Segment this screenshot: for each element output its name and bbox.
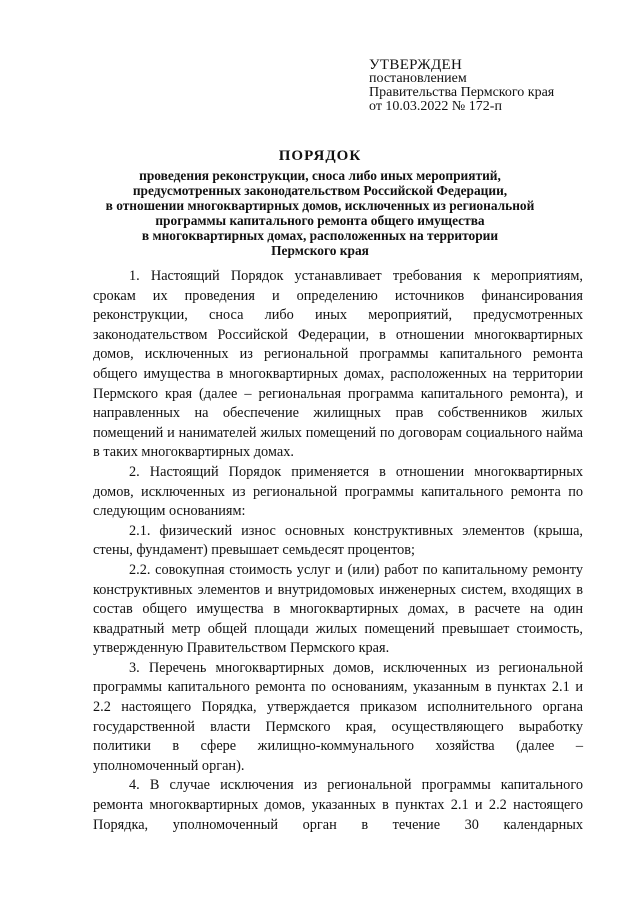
subtitle-line: Пермского края [271, 243, 369, 259]
subtitle-line: программы капитального ремонта общего имущества [155, 213, 485, 229]
paragraph-2-1: 2.1. физический износ основных конструктивных элементов (крыша, стены, фундамент) превышает семьдесят процентов; [93, 522, 583, 559]
approval-heading: УТВЕРЖДЕН [369, 57, 463, 73]
approval-line: постановлением [369, 71, 467, 86]
document-subtitle [70, 168, 570, 259]
subtitle-line: в отношении многоквартирных домов, исключенных из региональной [105, 198, 535, 214]
paragraph-4: 4. В случае исключения из региональной программы капитального ремонта многоквартирных домов, указанных в пунктах 2.1 и 2.2 настоящего Порядка, уполномоченный орган в течение 30 календарных [93, 777, 583, 833]
subtitle-line: проведения реконструкции, сноса либо иных мероприятий, [139, 168, 501, 183]
approval-stamp [369, 58, 554, 114]
paragraph-1: 1. Настоящий Порядок устанавливает требования к мероприятиям, срокам их проведения и определению источников финансирования реконструкции, сноса либо иных мероприятий, предусмотренных законодательством Российской Федерации, в отношении многоквартирных домов, исключенных из региональной программы капитального ремонта общего имущества в многоквартирных домах, расположенных на территории Пермского края (далее – региональная программа капитального ремонта), и направленных на обеспечение жилищных прав собственников жилых помещений и нанимателей жилых помещений по договорам социального найма в таких многоквартирных домах. [93, 268, 583, 461]
paragraph-2-2: 2.2. совокупная стоимость услуг и (или) работ по капитальному ремонту конструктивных элементов и внутридомовых инженерных систем, входящих в состав общего имущества в многоквартирных домах, в расчете на один квадратный метр общей площади жилых помещений превышает стоимость, утвержденную Правительством Пермского края. [93, 561, 583, 657]
approval-date-number: от 10.03.2022 № 172-п [369, 99, 502, 114]
document-title: ПОРЯДОК [278, 148, 362, 164]
subtitle-line: предусмотренных законодательством Российской Федерации, [132, 183, 508, 199]
subtitle-line: в многоквартирных домах, расположенных на территории [141, 228, 499, 244]
paragraph-2: 2. Настоящий Порядок применяется в отношении многоквартирных домов, исключенных из региональной программы капитального ремонта по следующим основаниям: [93, 463, 583, 520]
approval-line: Правительства Пермского края [369, 85, 555, 100]
document-body [93, 267, 583, 835]
paragraph-3: 3. Перечень многоквартирных домов, исключенных из региональной программы капитального ремонта по основаниям, указанным в пунктах 2.1 и 2.2 настоящего Порядка, утверждается приказом исполнительного органа государственной власти Пермского края, осуществляющего выработку политики в сфере жилищно-коммунального хозяйства (далее – уполномоченный орган). [93, 659, 583, 774]
